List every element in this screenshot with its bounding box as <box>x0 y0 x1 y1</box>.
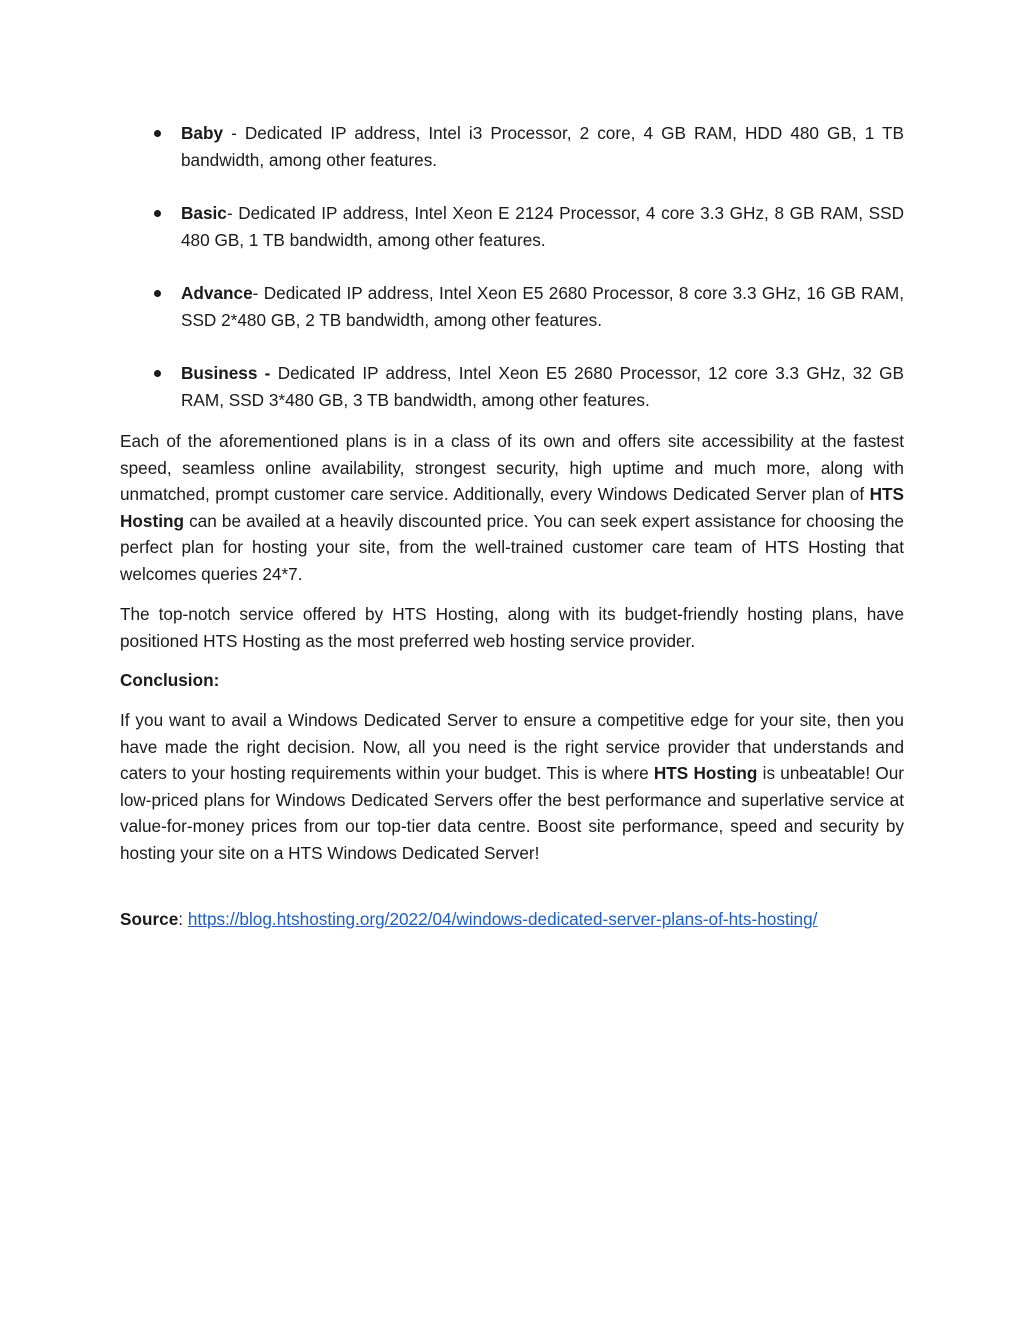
brand-name: HTS Hosting <box>653 763 758 783</box>
plan-list <box>120 120 904 413</box>
plan-item-advance <box>120 280 904 333</box>
plan-separator <box>270 363 277 383</box>
plan-separator: - <box>252 283 264 303</box>
plan-description: Dedicated IP address, Intel i3 Processor, 2 core, 4 GB RAM, HDD 480 GB, 1 TB bandwidth, among other features. <box>181 123 905 170</box>
conclusion-heading: Conclusion: <box>120 670 220 690</box>
paragraph-plans-overview <box>120 428 904 587</box>
brand-name: HTS Hosting <box>120 484 904 531</box>
source-label: Source <box>120 909 179 929</box>
plan-name: Business - <box>181 363 271 383</box>
bullet-icon <box>154 370 161 377</box>
source-link[interactable]: https://blog.htshosting.org/2022/04/windows-dedicated-server-plans-of-hts-hosting/ <box>187 909 818 929</box>
plan-item-basic <box>120 200 904 253</box>
paragraph-text: Each of the aforementioned plans is in a class of its own and offers site accessibility at the fastest speed, seamless online availability, strongest security, high uptime and much more, along with unmatched, prompt customer care service. Additionally, every Windows Dedicated Server plan of <box>120 431 904 504</box>
plan-item-business <box>120 360 904 413</box>
plan-description: Dedicated IP address, Intel Xeon E 2124 Processor, 4 core 3.3 GHz, 8 GB RAM, SSD 480 GB, 1 TB bandwidth, among other features. <box>181 203 904 250</box>
paragraph-text: can be availed at a heavily discounted price. You can seek expert assistance for choosing the perfect plan for hosting your site, from the well-trained customer care team of HTS Hosting that welcomes queries 24*7. <box>120 510 904 584</box>
plan-separator: - <box>226 203 239 223</box>
bullet-icon <box>154 210 161 217</box>
paragraph-text: is unbeatable! Our low-priced plans for Windows Dedicated Servers offer the best performance and superlative service at value-for-money prices from our top-tier data centre. Boost site performance, speed and security by hosting your site on a HTS Windows Dedicated Server! <box>120 763 905 863</box>
plan-description: Dedicated IP address, Intel Xeon E5 2680 Processor, 12 core 3.3 GHz, 32 GB RAM, SSD 3*480 GB, 3 TB bandwidth, among other features. <box>181 363 905 410</box>
source-line <box>120 906 904 933</box>
plan-name: Baby <box>181 123 224 143</box>
source-colon: : <box>178 909 188 929</box>
plan-description: Dedicated IP address, Intel Xeon E5 2680 Processor, 8 core 3.3 GHz, 16 GB RAM, SSD 2*480 GB, 2 TB bandwidth, among other features. <box>181 283 905 330</box>
paragraph-conclusion <box>120 707 904 866</box>
plan-name: Advance <box>181 283 253 303</box>
paragraph-service <box>120 601 904 654</box>
paragraph-text: The top-notch service offered by HTS Hosting, along with its budget-friendly hosting plans, have positioned HTS Hosting as the most preferred web hosting service provider. <box>120 604 904 651</box>
plan-name: Basic <box>181 203 227 223</box>
plan-separator: - <box>223 123 245 143</box>
paragraph-text: If you want to avail a Windows Dedicated Server to ensure a competitive edge for your site, then you have made the right decision. Now, all you need is the right service provider that understands and caters to your hosting requirements within your budget. This is where <box>120 710 904 783</box>
conclusion-heading-block <box>120 667 904 694</box>
plan-item-baby <box>120 120 904 173</box>
bullet-icon <box>154 290 161 297</box>
bullet-icon <box>154 130 161 137</box>
